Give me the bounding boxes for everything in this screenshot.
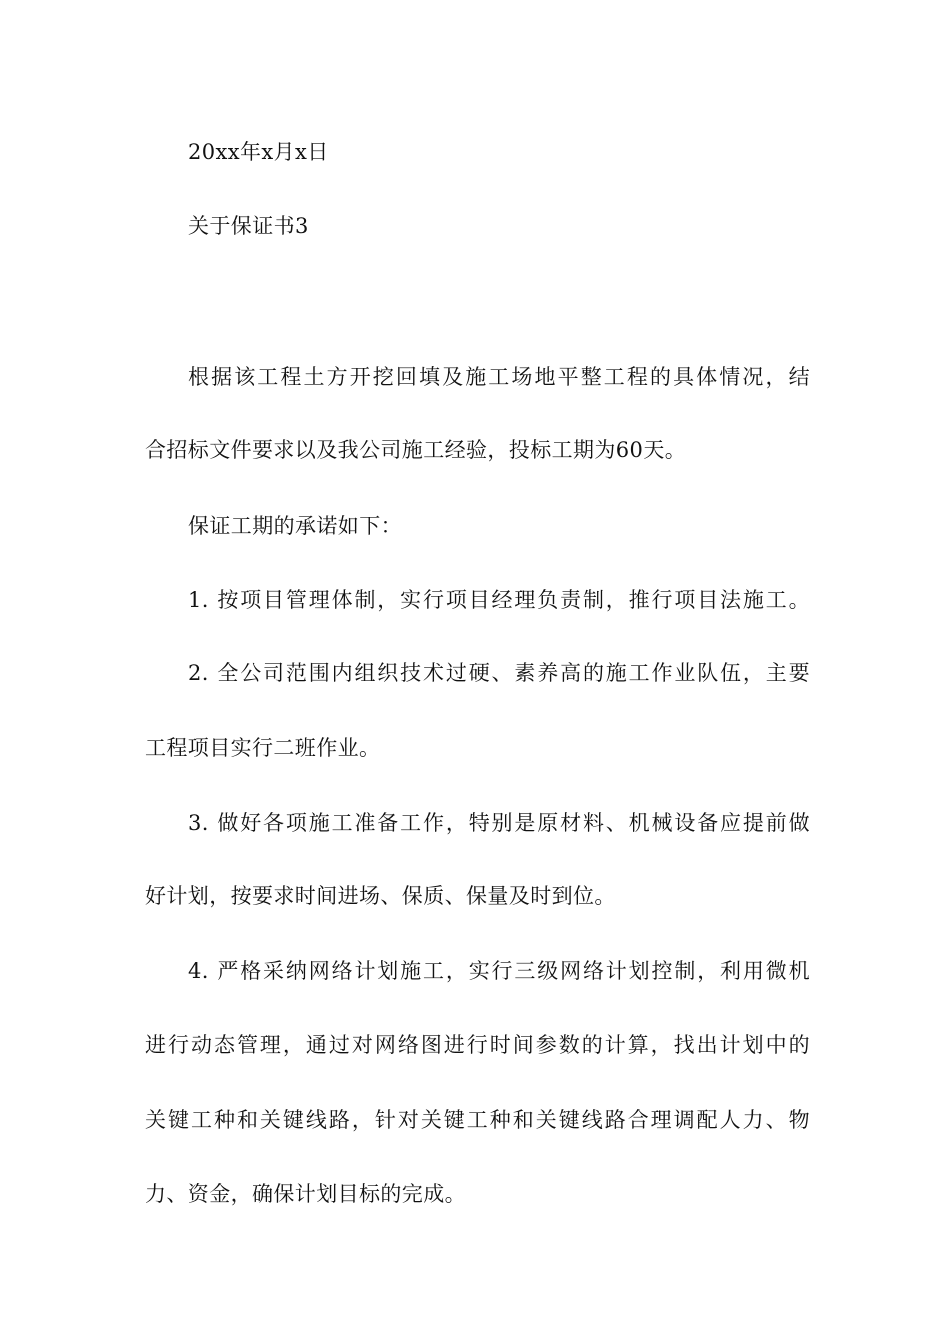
item-2-line-1: 2. 全公司范围内组织技术过硬、素养高的施工作业队伍，主要 (188, 661, 810, 685)
intro-paragraph-line-1: 根据该工程土方开挖回填及施工场地平整工程的具体情况，结 (188, 365, 810, 389)
item-3-line-1: 3. 做好各项施工准备工作，特别是原材料、机械设备应提前做 (188, 811, 810, 835)
item-4-line-2: 进行动态管理，通过对网络图进行时间参数的计算，找出计划中的 (145, 1033, 810, 1057)
date-line: 20xx年x月x日 (188, 140, 329, 164)
item-3-line-2: 好计划，按要求时间进场、保质、保量及时到位。 (145, 884, 616, 908)
commitment-heading: 保证工期的承诺如下： (188, 514, 402, 538)
item-4-line-1: 4. 严格采纳网络计划施工，实行三级网络计划控制，利用微机 (188, 959, 810, 983)
item-4-line-4: 力、资金，确保计划目标的完成。 (145, 1182, 466, 1206)
item-2-line-2: 工程项目实行二班作业。 (145, 736, 381, 760)
intro-paragraph-line-2: 合招标文件要求以及我公司施工经验，投标工期为60天。 (145, 438, 687, 462)
item-4-line-3: 关键工种和关键线路，针对关键工种和关键线路合理调配人力、物 (145, 1108, 810, 1132)
item-1-line-1: 1. 按项目管理体制，实行项目经理负责制，推行项目法施工。 (188, 588, 810, 612)
section-title: 关于保证书3 (188, 214, 309, 238)
